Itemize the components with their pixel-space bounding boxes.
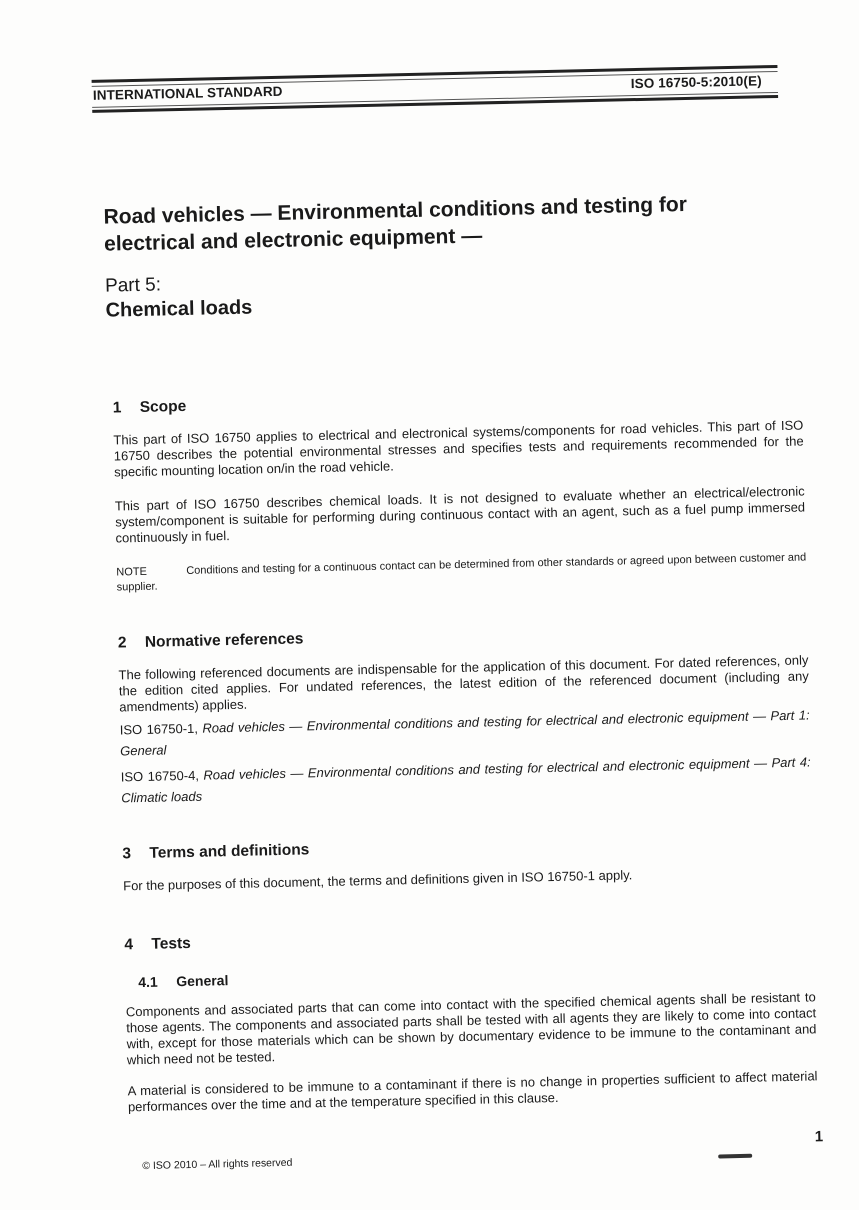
document-title-line-1: Road vehicles — Environmental conditions and testing for bbox=[103, 192, 688, 229]
page-stamp-mark bbox=[718, 1154, 752, 1159]
section-heading-terms-and-definitions bbox=[122, 841, 309, 863]
note-label: NOTE bbox=[116, 565, 148, 579]
reference-title: Road vehicles — Environmental conditions and testing for electrical and electronic equipment — Part 1: General bbox=[120, 707, 810, 759]
header-doc-id: ISO 16750-5:2010(E) bbox=[630, 73, 762, 92]
section-number: 4 bbox=[124, 936, 134, 954]
section-title: Normative references bbox=[144, 630, 304, 651]
section-number: 2 bbox=[117, 634, 127, 652]
header-doc-type: INTERNATIONAL STANDARD bbox=[92, 83, 283, 103]
note-text: Conditions and testing for a continuous contact can be determined from other standards or agreed upon between customer and supplier. bbox=[116, 551, 807, 594]
subsection-heading-general bbox=[138, 972, 228, 990]
reference-id: ISO 16750-1, bbox=[119, 720, 199, 738]
reference-iso-16750-4 bbox=[121, 751, 812, 808]
normative-paragraph: The following referenced documents are indispensable for the application of this document. For dated references, only the edition cited applies. For undated references, the latest edition of the referenced document (including any amendments) applies. bbox=[118, 652, 809, 715]
section-title: Scope bbox=[139, 397, 187, 416]
section-heading-scope bbox=[113, 398, 187, 418]
terms-paragraph: For the purposes of this document, the terms and definitions given in ISO 16750-1 apply. bbox=[122, 867, 633, 894]
reference-id: ISO 16750-4, bbox=[120, 767, 200, 785]
section-heading-tests bbox=[124, 935, 191, 954]
subsection-number: 4.1 bbox=[138, 973, 158, 991]
scope-paragraph-1: This part of ISO 16750 applies to electrical and electronical systems/components for road vehicles. This part of ISO 16750 describes the potential environmental stresses and specifies tests and requirements recommended for the specific mounting location on/in the road vehicle. bbox=[113, 417, 804, 480]
tests-paragraph-2: A material is considered to be immune to a contaminant if there is no change in properties sufficient to affect material performances over the time and at the temperature specified in this clause. bbox=[127, 1068, 818, 1115]
section-number: 3 bbox=[122, 845, 132, 863]
document-title-line-2: electrical and electronic equipment — bbox=[103, 224, 483, 256]
section-title: Terms and definitions bbox=[149, 841, 310, 862]
section-heading-normative-references bbox=[118, 630, 304, 652]
section-title: Tests bbox=[151, 934, 191, 953]
part-number: Part 5: bbox=[104, 274, 162, 297]
section-number: 1 bbox=[112, 399, 122, 417]
scope-paragraph-2: This part of ISO 16750 describes chemical loads. It is not designed to evaluate whether an electrical/electronic system/component is suitable for performing during continuous contact with an agent, such as a fuel pump immersed continuously in fuel. bbox=[114, 483, 806, 546]
footer-copyright: © ISO 2010 – All rights reserved bbox=[142, 1156, 293, 1173]
subsection-title: General bbox=[176, 972, 229, 990]
part-title: Chemical loads bbox=[105, 296, 253, 322]
scope-note bbox=[116, 550, 806, 595]
page-number: 1 bbox=[814, 1128, 824, 1146]
reference-title: Road vehicles — Environmental conditions and testing for electrical and electronic equipment — Part 4: Climatic loads bbox=[121, 754, 811, 806]
tests-paragraph-1: Components and associated parts that can come into contact with the specified chemical agents shall be resistant to those agents. The components and associated parts shall be tested with all agents they are likely to come into contact with, except for those materials which can be shown by documentary evidence to be immune to the contaminant and which need not be tested. bbox=[125, 989, 817, 1068]
